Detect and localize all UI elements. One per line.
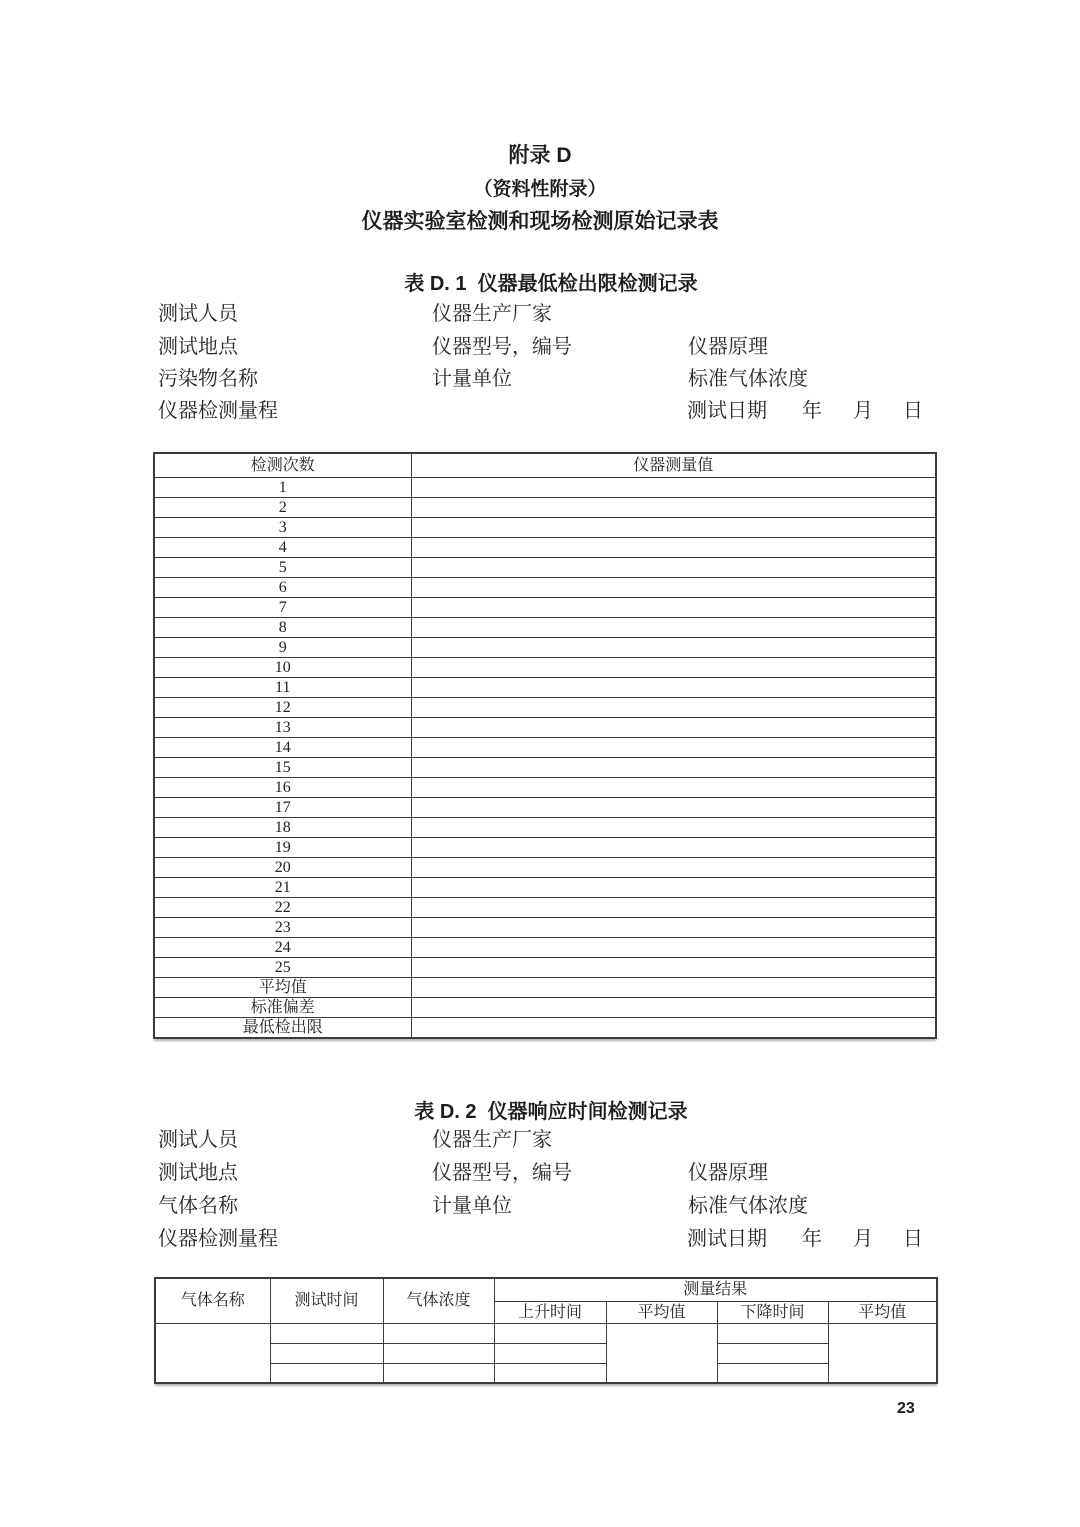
d2-col-header-gas-conc: 气体浓度: [383, 1278, 494, 1323]
table-row: [154, 897, 936, 917]
table-row: [154, 1017, 936, 1038]
d1-field-year: 年: [802, 400, 822, 422]
table-row: [154, 517, 936, 537]
row-label-cell: 平均值: [154, 977, 411, 997]
appendix-heading: 附录 D: [508, 144, 572, 167]
d2-fall-time-cell: [717, 1323, 828, 1343]
table-row: [154, 577, 936, 597]
row-label-cell: 5: [154, 557, 411, 577]
table-row: [154, 637, 936, 657]
measurement-value-cell: [411, 997, 936, 1017]
d1-field-model: 仪器型号，编号: [432, 336, 572, 358]
d2-field-model: 仪器型号，编号: [432, 1162, 572, 1184]
row-label-cell: 3: [154, 517, 411, 537]
table-row: [154, 697, 936, 717]
table-d1: [153, 452, 937, 1039]
d1-table-body: [154, 453, 936, 1038]
d1-header-row: [154, 453, 936, 477]
row-label-cell: 12: [154, 697, 411, 717]
table-row: [154, 997, 936, 1017]
row-label-cell: 25: [154, 957, 411, 977]
d2-body-row: [155, 1323, 937, 1343]
measurement-value-cell: [411, 1017, 936, 1038]
row-label-cell: 2: [154, 497, 411, 517]
d2-field-gas-name: 气体名称: [158, 1195, 238, 1217]
measurement-value-cell: [411, 517, 936, 537]
measurement-value-cell: [411, 977, 936, 997]
measurement-value-cell: [411, 937, 936, 957]
table-row: [154, 617, 936, 637]
d1-col-header-times: 检测次数: [154, 453, 411, 477]
row-label-cell: 17: [154, 797, 411, 817]
row-label-cell: 16: [154, 777, 411, 797]
d2-col-header-test-time: 测试时间: [270, 1278, 383, 1323]
measurement-value-cell: [411, 897, 936, 917]
d2-field-test-date: 测试日期: [687, 1228, 767, 1250]
d2-field-unit: 计量单位: [432, 1195, 512, 1217]
measurement-value-cell: [411, 717, 936, 737]
row-label-cell: 标准偏差: [154, 997, 411, 1017]
row-label-cell: 21: [154, 877, 411, 897]
row-label-cell: 22: [154, 897, 411, 917]
d2-body-row: [155, 1363, 937, 1383]
table-row: [154, 557, 936, 577]
d2-col-header-fall-avg: 平均值: [828, 1301, 937, 1323]
measurement-value-cell: [411, 877, 936, 897]
d1-field-month: 月: [853, 400, 873, 422]
row-label-cell: 14: [154, 737, 411, 757]
row-label-cell: 8: [154, 617, 411, 637]
table-row: [154, 797, 936, 817]
measurement-value-cell: [411, 677, 936, 697]
d2-test-time-cell: [270, 1343, 383, 1363]
table-row: [154, 817, 936, 837]
table-row: [154, 757, 936, 777]
d2-rise-time-cell: [494, 1363, 606, 1383]
measurement-value-cell: [411, 657, 936, 677]
d1-field-principle: 仪器原理: [688, 336, 768, 358]
measurement-value-cell: [411, 557, 936, 577]
table-row: [154, 777, 936, 797]
d2-gas-conc-cell: [383, 1343, 494, 1363]
measurement-value-cell: [411, 697, 936, 717]
d2-field-month: 月: [853, 1228, 873, 1250]
row-label-cell: 18: [154, 817, 411, 837]
row-label-cell: 7: [154, 597, 411, 617]
measurement-value-cell: [411, 757, 936, 777]
row-label-cell: 24: [154, 937, 411, 957]
d1-field-manufacturer: 仪器生产厂家: [432, 303, 552, 325]
table-row: [154, 737, 936, 757]
d2-field-year: 年: [802, 1228, 822, 1250]
table-row: [154, 717, 936, 737]
d2-fall-time-cell: [717, 1343, 828, 1363]
d2-field-day: 日: [903, 1228, 923, 1250]
measurement-value-cell: [411, 537, 936, 557]
d2-test-time-cell: [270, 1363, 383, 1383]
appendix-type-heading: （资料性附录）: [473, 179, 607, 200]
measurement-value-cell: [411, 577, 936, 597]
d2-field-location: 测试地点: [158, 1162, 238, 1184]
d2-col-header-result: 测量结果: [494, 1278, 937, 1301]
row-label-cell: 9: [154, 637, 411, 657]
measurement-value-cell: [411, 597, 936, 617]
table-row: [154, 837, 936, 857]
d1-field-tester: 测试人员: [158, 303, 238, 325]
measurement-value-cell: [411, 917, 936, 937]
table-row: [154, 657, 936, 677]
measurement-value-cell: [411, 817, 936, 837]
d1-field-location: 测试地点: [158, 336, 238, 358]
table-row: [154, 977, 936, 997]
measurement-value-cell: [411, 957, 936, 977]
measurement-value-cell: [411, 497, 936, 517]
measurement-value-cell: [411, 637, 936, 657]
measurement-value-cell: [411, 737, 936, 757]
d2-field-range: 仪器检测量程: [158, 1228, 278, 1250]
table-d2-caption: 表 D. 2 仪器响应时间检测记录: [414, 1101, 688, 1123]
table-row: [154, 877, 936, 897]
table-row: [154, 957, 936, 977]
d2-col-header-gas-name: 气体名称: [155, 1278, 270, 1323]
row-label-cell: 11: [154, 677, 411, 697]
table-row: [154, 477, 936, 497]
row-label-cell: 13: [154, 717, 411, 737]
d1-field-standard-gas: 标准气体浓度: [688, 368, 808, 390]
measurement-value-cell: [411, 617, 936, 637]
measurement-value-cell: [411, 777, 936, 797]
row-label-cell: 20: [154, 857, 411, 877]
d2-gas-conc-cell: [383, 1363, 494, 1383]
measurement-value-cell: [411, 837, 936, 857]
measurement-value-cell: [411, 797, 936, 817]
d2-field-standard-gas: 标准气体浓度: [688, 1195, 808, 1217]
measurement-value-cell: [411, 857, 936, 877]
measurement-value-cell: [411, 477, 936, 497]
row-label-cell: 23: [154, 917, 411, 937]
row-label-cell: 10: [154, 657, 411, 677]
d2-col-header-rise-time: 上升时间: [494, 1301, 606, 1323]
d1-field-range: 仪器检测量程: [158, 400, 278, 422]
table-d1-caption: 表 D. 1 仪器最低检出限检测记录: [404, 273, 698, 295]
d1-field-unit: 计量单位: [432, 368, 512, 390]
d2-rise-avg-cell: [606, 1323, 717, 1383]
d2-field-principle: 仪器原理: [688, 1162, 768, 1184]
d2-rise-time-cell: [494, 1343, 606, 1363]
d1-field-test-date: 测试日期: [687, 400, 767, 422]
table-row: [154, 917, 936, 937]
d2-fall-time-cell: [717, 1363, 828, 1383]
row-label-cell: 4: [154, 537, 411, 557]
d2-fall-avg-cell: [828, 1323, 937, 1383]
table-row: [154, 597, 936, 617]
table-row: [154, 677, 936, 697]
d2-col-header-rise-avg: 平均值: [606, 1301, 717, 1323]
table-row: [154, 497, 936, 517]
d2-rise-time-cell: [494, 1323, 606, 1343]
row-label-cell: 最低检出限: [154, 1017, 411, 1038]
table-row: [154, 857, 936, 877]
d2-col-header-fall-time: 下降时间: [717, 1301, 828, 1323]
d2-body-row: [155, 1343, 937, 1363]
row-label-cell: 19: [154, 837, 411, 857]
table-row: [154, 537, 936, 557]
d2-header-row-1: [155, 1278, 937, 1301]
d2-test-time-cell: [270, 1323, 383, 1343]
d1-field-pollutant: 污染物名称: [158, 368, 258, 390]
row-label-cell: 15: [154, 757, 411, 777]
d2-field-tester: 测试人员: [158, 1129, 238, 1151]
row-label-cell: 6: [154, 577, 411, 597]
d2-gas-conc-cell: [383, 1323, 494, 1343]
row-label-cell: 1: [154, 477, 411, 497]
d1-col-header-value: 仪器测量值: [411, 453, 936, 477]
d1-field-day: 日: [903, 400, 923, 422]
table-row: [154, 937, 936, 957]
d2-gas-name-cell: [155, 1323, 270, 1383]
page-number: 23: [897, 1400, 915, 1417]
document-title: 仪器实验室检测和现场检测原始记录表: [361, 210, 719, 233]
d2-field-manufacturer: 仪器生产厂家: [432, 1129, 552, 1151]
table-d2: [154, 1277, 938, 1384]
